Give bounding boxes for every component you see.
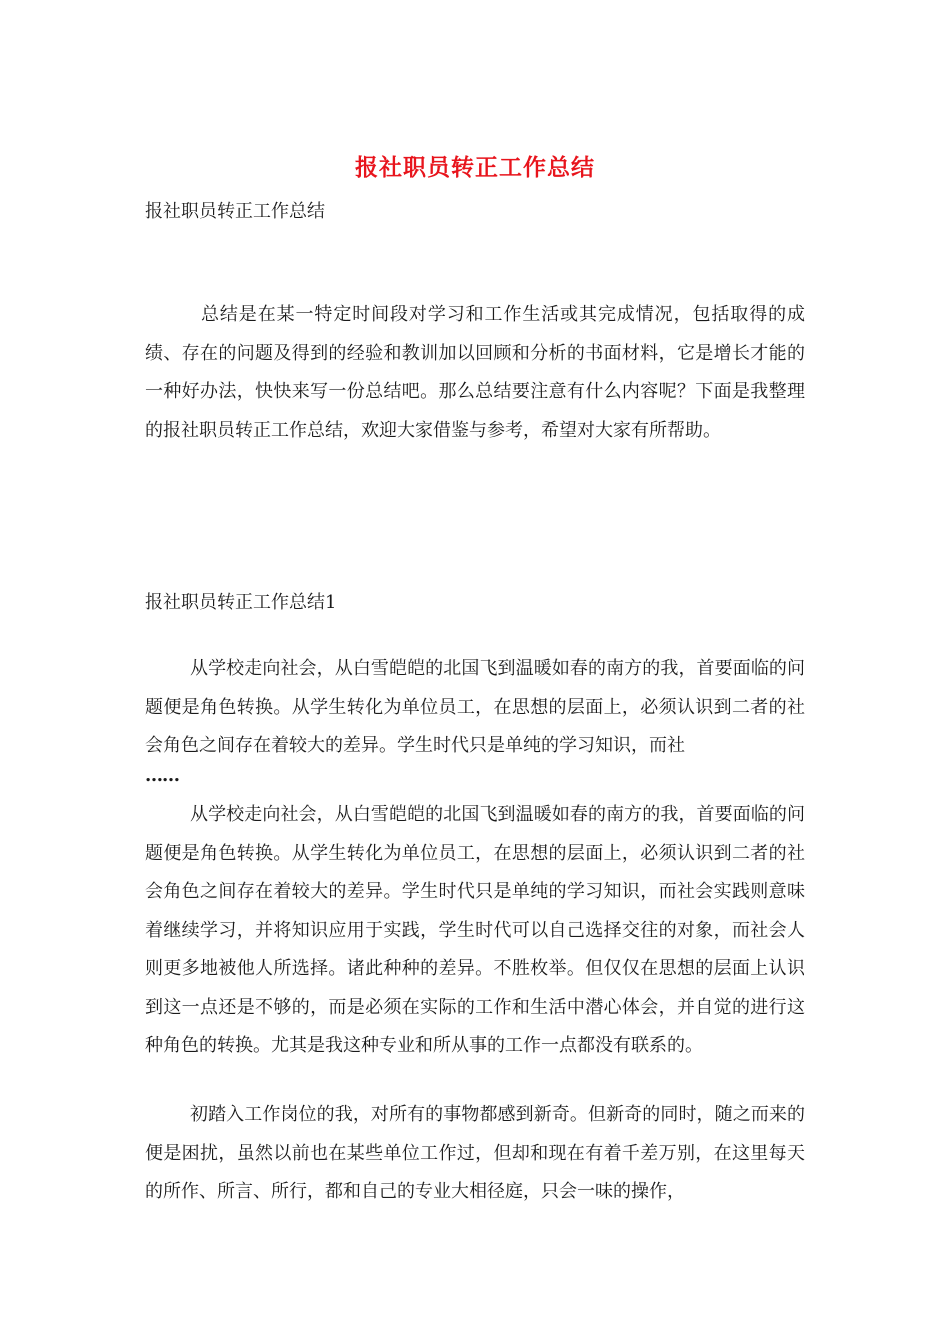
document-title: 报社职员转正工作总结: [355, 154, 595, 181]
body-paragraph-1: 从学校走向社会，从白雪皑皑的北国飞到温暖如春的南方的我，首要面临的问题便是角色转换。从学生转化为单位员工，在思想的层面上，必须认识到二者的社会角色之间存在着较大的差异。学生时代只是单纯的学习知识，而社: [145, 658, 805, 756]
section-heading: 报社职员转正工作总结1: [145, 592, 337, 613]
body-paragraph-2: 从学校走向社会，从白雪皑皑的北国飞到温暖如春的南方的我，首要面临的问题便是角色转换。从学生转化为单位员工，在思想的层面上，必须认识到二者的社会角色之间存在着较大的差异。学生时代只是单纯的学习知识，而社会实践则意味着继续学习，并将知识应用于实践，学生时代可以自己选择交往的对象，而社会人则更多地被他人所选择。诸此种种的差异。不胜枚举。但仅仅在思想的层面上认识到这一点还是不够的，而是必须在实际的工作和生活中潜心体会，并自觉的进行这种角色的转换。尤其是我这种专业和所从事的工作一点都没有联系的。: [145, 804, 805, 1056]
body-paragraph-3: 初踏入工作岗位的我，对所有的事物都感到新奇。但新奇的同时，随之而来的便是困扰，虽然以前也在某些单位工作过，但却和现在有着千差万别，在这里每天的所作、所言、所行，都和自己的专业大相径庭，只会一味的操作，: [145, 1104, 805, 1202]
document-subtitle: 报社职员转正工作总结: [145, 201, 325, 222]
ellipsis-marker: ……: [145, 765, 179, 786]
intro-paragraph: 总结是在某一特定时间段对学习和工作生活或其完成情况，包括取得的成绩、存在的问题及得到的经验和教训加以回顾和分析的书面材料，它是增长才能的一种好办法，快快来写一份总结吧。那么总结要注意有什么内容呢？下面是我整理的报社职员转正工作总结，欢迎大家借鉴与参考，希望对大家有所帮助。: [145, 304, 805, 441]
